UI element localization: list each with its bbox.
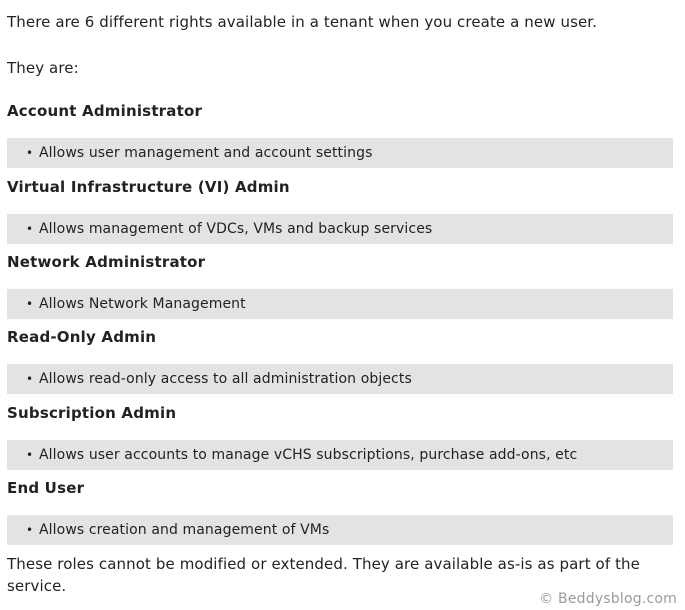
closing-paragraph: These roles cannot be modified or extended. They are available as-is as part of the service. <box>7 555 640 595</box>
role-read-only-admin <box>7 327 673 387</box>
role-description-list <box>7 138 673 168</box>
role-vi-admin <box>7 177 673 237</box>
list-item <box>26 214 673 244</box>
role-title: Read-Only Admin <box>7 328 157 346</box>
list-item <box>26 440 673 470</box>
role-description-list <box>7 214 673 244</box>
role-description-box <box>7 515 673 545</box>
role-description: Allows Network Management <box>39 296 246 312</box>
role-description-box <box>7 289 673 319</box>
role-description-box <box>7 440 673 470</box>
role-description: Allows management of VDCs, VMs and backup services <box>39 221 433 237</box>
role-description: Allows creation and management of VMs <box>39 522 330 538</box>
bullet-icon: • <box>26 372 34 386</box>
role-description-list <box>7 440 673 470</box>
bullet-icon: • <box>26 297 34 311</box>
role-description-box <box>7 364 673 394</box>
role-description-list <box>7 289 673 319</box>
list-item <box>26 515 673 545</box>
lead-paragraph: They are: <box>7 59 79 77</box>
bullet-icon: • <box>26 146 34 160</box>
role-title: Account Administrator <box>7 102 203 120</box>
role-account-administrator <box>7 101 673 161</box>
watermark: © Beddysblog.com <box>539 591 677 607</box>
role-description-list <box>7 364 673 394</box>
role-title: Subscription Admin <box>7 404 177 422</box>
role-description-list <box>7 515 673 545</box>
role-end-user <box>7 478 673 538</box>
role-title: Network Administrator <box>7 253 206 271</box>
role-subscription-admin <box>7 403 673 463</box>
bullet-icon: • <box>26 448 34 462</box>
list-item <box>26 289 673 319</box>
role-title: End User <box>7 479 85 497</box>
role-description: Allows user accounts to manage vCHS subscriptions, purchase add-ons, etc <box>39 447 578 463</box>
list-item <box>26 364 673 394</box>
bullet-icon: • <box>26 222 34 236</box>
role-network-administrator <box>7 252 673 312</box>
role-title: Virtual Infrastructure (VI) Admin <box>7 178 290 196</box>
bullet-icon: • <box>26 523 34 537</box>
intro-paragraph: There are 6 different rights available in a tenant when you create a new user. <box>7 13 598 31</box>
role-description-box <box>7 138 673 168</box>
role-description: Allows read-only access to all administration objects <box>39 371 412 387</box>
role-description: Allows user management and account settings <box>39 145 373 161</box>
role-description-box <box>7 214 673 244</box>
list-item <box>26 138 673 168</box>
